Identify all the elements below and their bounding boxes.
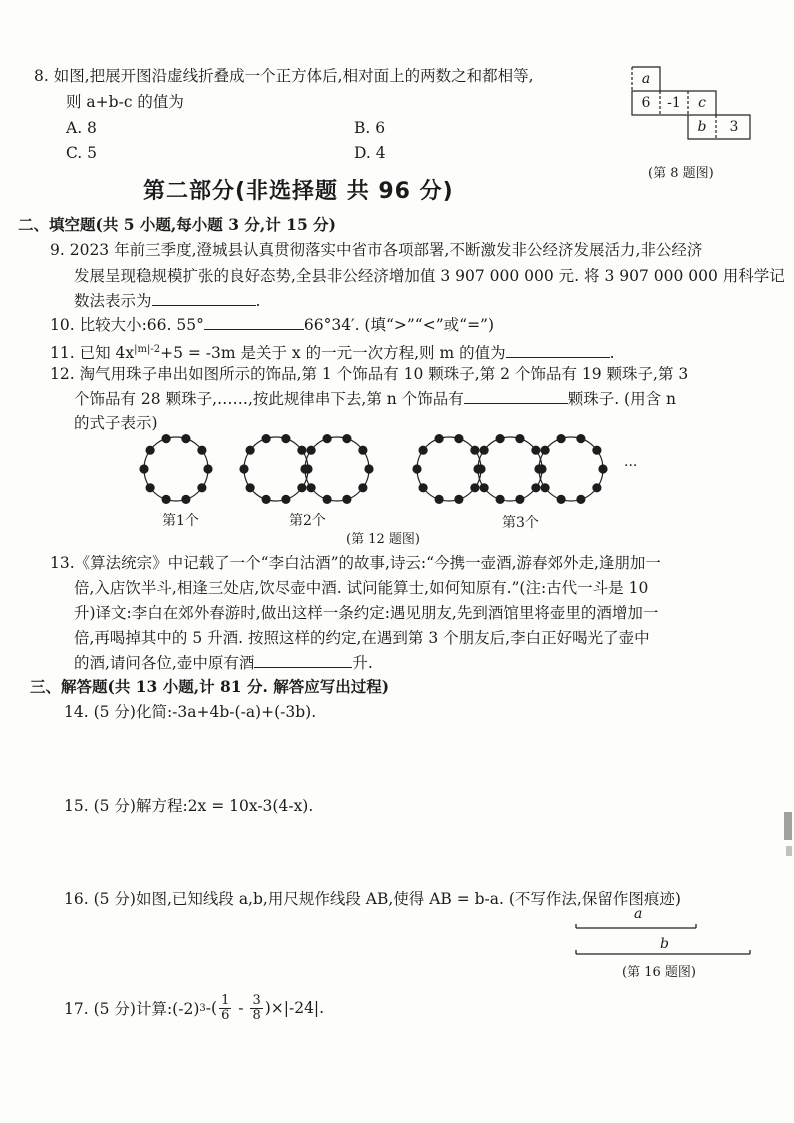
bead	[262, 434, 271, 443]
cube-net-figure	[628, 64, 758, 160]
net-cell-3: 3	[729, 119, 739, 135]
bead	[496, 434, 505, 443]
q13-line2: 倍,入店饮半斗,相逢三处店,饮尽壶中酒. 试问能算士,如何知原有.”(注:古代一斗是 10	[74, 579, 649, 597]
bead-label-2: 第2个	[289, 513, 326, 529]
bead	[246, 446, 255, 455]
q14-text: 14. (5 分)化简:-3a+4b-(-a)+(-3b).	[64, 703, 317, 721]
q16-segments	[570, 910, 770, 960]
q11-answer-blank[interactable]	[506, 343, 610, 358]
net-cell-c: c	[698, 95, 706, 111]
q16-figure-caption: (第 16 题图)	[622, 965, 696, 980]
bead	[246, 483, 255, 492]
beads-figure	[130, 425, 650, 515]
q17-text-a: 17. (5 分)计算:(-2)	[64, 1000, 200, 1018]
net-cell-a: a	[641, 71, 651, 87]
q17-exponent: 3	[199, 1002, 206, 1014]
q10-line	[50, 315, 494, 335]
bead	[364, 464, 373, 473]
bead	[576, 495, 585, 504]
bead	[181, 434, 190, 443]
bead	[297, 483, 306, 492]
bead	[419, 446, 428, 455]
bead-ring	[417, 437, 481, 501]
q17-line	[64, 993, 324, 1023]
q8-figure-caption: (第 8 题图)	[648, 166, 714, 181]
q9-text: 数法表示为	[74, 292, 152, 310]
q9-answer-blank[interactable]	[152, 291, 256, 306]
q13-text-a: 的酒,请问各位,壶中原有酒	[74, 654, 255, 672]
bead	[412, 464, 421, 473]
bead	[531, 483, 540, 492]
bead	[342, 495, 351, 504]
bead	[592, 446, 601, 455]
q12-answer-blank[interactable]	[464, 389, 568, 404]
segment-a-label: a	[634, 906, 643, 922]
q13-line5	[74, 653, 373, 673]
q8-option-b: B. 6	[354, 119, 386, 137]
fraction-1-numerator: 1	[221, 992, 230, 1008]
beads-ellipsis: ···	[624, 458, 638, 474]
bead-label-1: 第1个	[162, 513, 199, 529]
bead	[358, 446, 367, 455]
q13-text-b: 升.	[352, 654, 373, 672]
q9-line3: 数法表示为 .	[74, 292, 261, 310]
q17-open: -(	[205, 999, 218, 1017]
q12-text-a: 个饰品有 28 颗珠子,……,按此规律串下去,第 n 个饰品有	[74, 390, 464, 408]
bead	[197, 446, 206, 455]
q10-text-b: 66°34′. (填“>”“<”或“=”)	[303, 316, 495, 334]
bead	[419, 483, 428, 492]
bead	[358, 483, 367, 492]
net-cell-6: 6	[641, 95, 651, 111]
bead	[598, 464, 607, 473]
bead	[557, 495, 566, 504]
bead	[473, 464, 482, 473]
bead	[203, 464, 212, 473]
section3-heading: 三、解答题(共 13 小题,计 81 分. 解答应写出过程)	[30, 677, 390, 696]
bead	[323, 434, 332, 443]
fraction-2-numerator: 3	[252, 992, 261, 1008]
q13-line1: 13.《算法统宗》中记载了一个“李白沽酒”的故事,诗云:“今携一壶酒,游春郊外走,逢朋加一	[50, 554, 661, 572]
bead	[534, 464, 543, 473]
bead	[281, 495, 290, 504]
fraction-1-6	[219, 994, 231, 1023]
q13-line4: 倍,再喝掉其中的 5 升酒. 按照这样的约定,在遇到第 3 个朋友后,李白正好喝光了壶中	[74, 629, 650, 647]
bead-rings	[139, 434, 607, 504]
bead	[480, 446, 489, 455]
bead	[576, 434, 585, 443]
bead	[531, 446, 540, 455]
bead	[197, 483, 206, 492]
bead	[323, 495, 332, 504]
fraction-1-denominator: 6	[221, 1007, 230, 1023]
bead	[297, 446, 306, 455]
bead	[307, 483, 316, 492]
fraction-2-denominator: 8	[252, 1007, 261, 1023]
q11-exponent: |m|-2	[134, 344, 161, 355]
bead	[281, 434, 290, 443]
bead	[541, 446, 550, 455]
bead	[515, 495, 524, 504]
bead	[480, 483, 489, 492]
net-cell-neg1: -1	[667, 95, 681, 111]
bead	[139, 464, 148, 473]
q9-line1: 9. 2023 年前三季度,澄城县认真贯彻落实中省市各项部署,不断激发非公经济发展活力,非公经济	[50, 241, 703, 259]
q8-line1: 8. 如图,把展开图沿虚线折叠成一个正方体后,相对面上的两数之和都相等,	[34, 67, 534, 85]
q13-answer-blank[interactable]	[254, 653, 352, 668]
bead	[181, 495, 190, 504]
q8-line2: 则 a+b-c 的值为	[66, 93, 184, 111]
q17-minus: -	[233, 999, 249, 1017]
bead-ring	[478, 437, 542, 501]
q16-text: 16. (5 分)如图,已知线段 a,b,用尺规作线段 AB,使得 AB = b-a. (不写作法,保留作图痕迹)	[64, 890, 681, 908]
binding-mark-small	[786, 846, 792, 856]
bead-label-3: 第3个	[502, 515, 539, 531]
bead-ring	[244, 437, 308, 501]
q15-text: 15. (5 分)解方程:2x = 10x-3(4-x).	[64, 797, 314, 815]
bead	[470, 483, 479, 492]
bead	[435, 495, 444, 504]
bead	[470, 446, 479, 455]
q12-line2	[74, 389, 676, 409]
segment-b-label: b	[660, 936, 669, 952]
part2-title: 第二部分(非选择题 共 96 分)	[143, 179, 454, 204]
bead	[435, 434, 444, 443]
bead	[146, 483, 155, 492]
q12-figure-caption: (第 12 题图)	[346, 532, 420, 547]
bead	[515, 434, 524, 443]
q10-text-a: 10. 比较大小:66. 55°	[50, 316, 204, 334]
bead	[307, 446, 316, 455]
q8-option-d: D. 4	[354, 144, 386, 162]
bead	[557, 434, 566, 443]
q13-line3: 升)译文:李白在郊外春游时,做出这样一条约定:遇见朋友,先到酒馆里将壶里的酒增加一	[74, 604, 659, 622]
q10-answer-blank[interactable]	[204, 315, 304, 330]
q8-option-a: A. 8	[66, 119, 97, 137]
bead	[342, 434, 351, 443]
bead	[454, 434, 463, 443]
bead	[146, 446, 155, 455]
q12-line1: 12. 淘气用珠子串出如图所示的饰品,第 1 个饰品有 10 颗珠子,第 2 个饰品有 19 颗珠子,第 3	[50, 365, 689, 383]
q12-line3: 的式子表示)	[74, 414, 158, 432]
q11-text-a: 11. 已知 4x	[50, 344, 135, 363]
bead-ring	[305, 437, 369, 501]
bead	[162, 495, 171, 504]
q11-line: 11. 已知 $4x^{|m|-2}+5 = -3m$ 是关于 x 的一元一次方程,则 m 的值为 .	[50, 344, 615, 363]
bead	[162, 434, 171, 443]
bead	[541, 483, 550, 492]
q8-option-c: C. 5	[66, 144, 98, 162]
bead	[300, 464, 309, 473]
bead	[454, 495, 463, 504]
binding-mark	[784, 812, 792, 840]
q11-text-b: +5 = -3m 是关于 x 的一元一次方程,则 m 的值为	[160, 344, 506, 363]
bead	[239, 464, 248, 473]
bead	[592, 483, 601, 492]
section2-heading: 二、填空题(共 5 小题,每小题 3 分,计 15 分)	[18, 215, 336, 234]
bead	[496, 495, 505, 504]
q17-text-b: )×|-24|.	[264, 999, 325, 1017]
q9-line2: 发展呈现稳规模扩张的良好态势,全县非公经济增加值 3 907 000 000 元. 将 3 907 000 000 用科学记	[74, 267, 785, 285]
bead-ring	[539, 437, 603, 501]
q12-text-b: 颗珠子. (用含 n	[567, 390, 677, 408]
bead	[262, 495, 271, 504]
bead-ring	[144, 437, 208, 501]
fraction-3-8	[250, 994, 262, 1023]
net-cell-b: b	[697, 119, 707, 135]
